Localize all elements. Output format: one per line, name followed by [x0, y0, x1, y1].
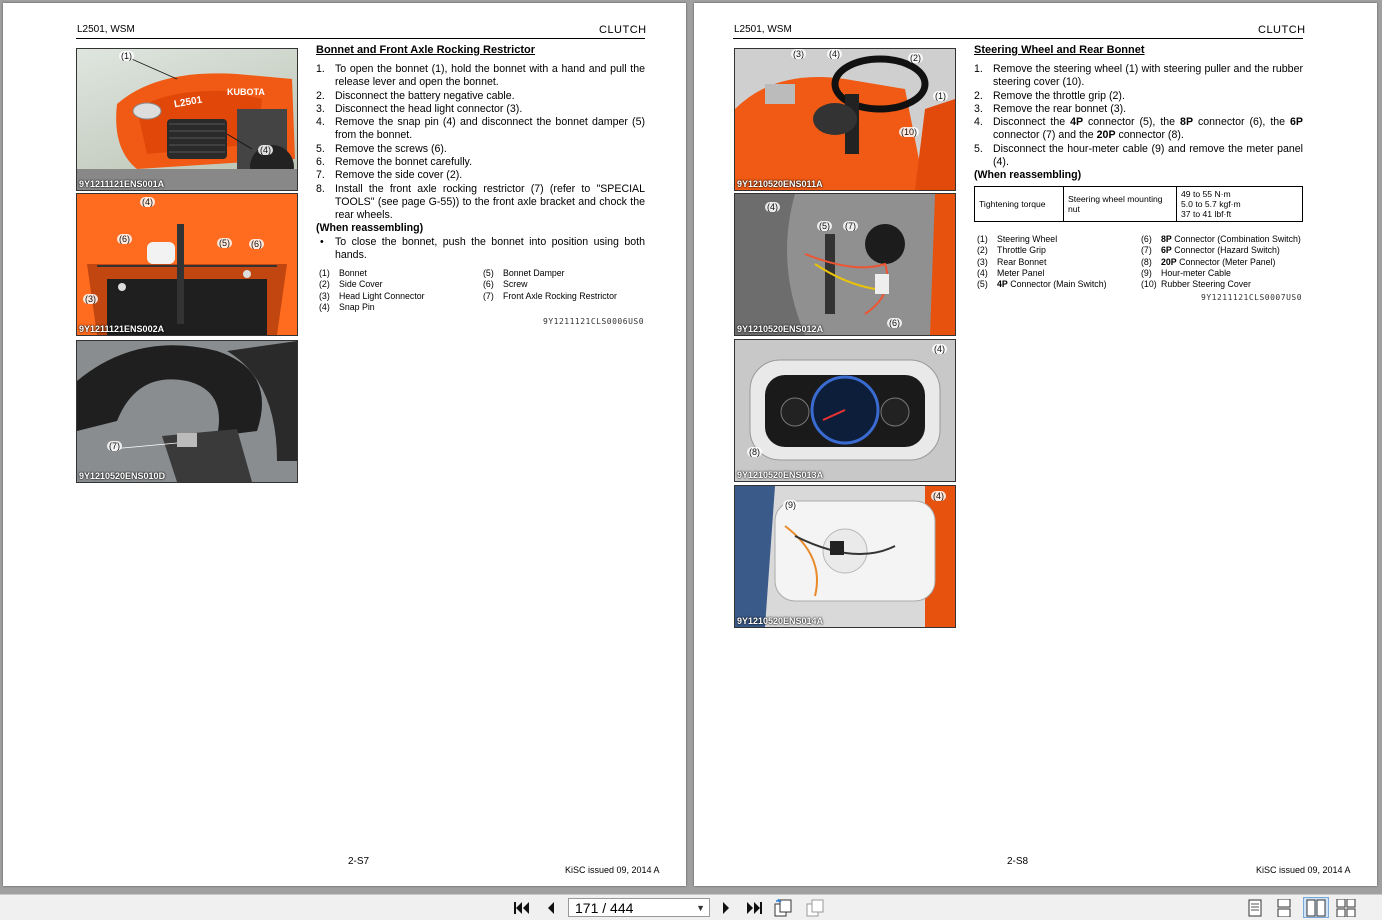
photo-code: 9Y1211121ENS001A	[79, 179, 165, 189]
step-item	[974, 63, 1303, 90]
part-number: (10)	[1141, 279, 1157, 290]
part-number: (8)	[1141, 256, 1152, 267]
part-item	[1141, 245, 1301, 256]
part-name: Rear Bonnet	[997, 256, 1047, 267]
part-item	[1141, 257, 1301, 268]
part-name: Rubber Steering Cover	[1161, 279, 1251, 290]
issued-text: KiSC issued 09, 2014 A	[1256, 865, 1351, 875]
doc-id: 9Y1211121CLS0006US0	[543, 317, 645, 326]
callout: (4)	[933, 491, 944, 501]
step-item	[316, 90, 645, 103]
parts-list-col1	[977, 234, 1107, 290]
callout: (4)	[767, 202, 778, 212]
part-name: Meter Panel	[997, 267, 1045, 278]
step-item	[316, 63, 645, 90]
parts-list-col1	[319, 268, 425, 313]
brand-kubota: KUBOTA	[227, 87, 265, 97]
part-number: (6)	[483, 279, 494, 290]
two-page-icon[interactable]	[1303, 897, 1329, 918]
step-text: Remove the snap pin (4) and disconnect the bonnet damper (5) from the bonnet.	[335, 116, 645, 142]
parts-list-col2	[483, 268, 617, 302]
part-number: (4)	[977, 267, 988, 278]
photo-code: 9Y1210520ENS012A	[737, 324, 824, 334]
meter-back-illustration	[735, 486, 955, 627]
connectors-illustration	[735, 194, 955, 335]
single-page-icon[interactable]	[1245, 898, 1265, 917]
step-text: connector (8).	[1115, 129, 1184, 142]
callout: (1)	[121, 51, 132, 61]
photo-code: 9Y1210520ENS011A	[737, 179, 823, 189]
part-number: (7)	[1141, 245, 1152, 256]
part-item	[1141, 234, 1301, 245]
connector-type: 8P	[1161, 234, 1172, 244]
when-reassembling: (When reassembling)	[974, 169, 1082, 181]
connector-type: 4P	[997, 279, 1008, 290]
step-item	[316, 103, 645, 116]
step-text: Install the front axle rocking restrictor (7) (refer to "SPECIAL TOOLS" (see page G-55)) to the front axle bracket and chock the rear wheels.	[335, 182, 645, 222]
torque-value-lbfft: 37 to 41 lbf·ft	[1181, 209, 1232, 219]
callout: (5)	[819, 221, 830, 231]
part-number: (6)	[1141, 234, 1152, 244]
part-item	[319, 291, 425, 302]
part-name: Bonnet Damper	[503, 268, 565, 278]
callout: (10)	[901, 127, 918, 137]
step-item	[316, 116, 645, 143]
connector-type: 4P	[1070, 116, 1084, 129]
photo-code: 9Y1211121ENS002A	[79, 324, 165, 334]
part-name: Steering Wheel	[997, 234, 1058, 244]
left-page	[3, 3, 686, 886]
step-text: Remove the steering wheel (1) with steering puller and the rubber steering cover (10).	[993, 63, 1303, 89]
callout: (2)	[910, 53, 921, 63]
part-number: (4)	[319, 301, 330, 312]
part-name: Snap Pin	[339, 301, 375, 312]
step-number: 1.	[316, 63, 325, 75]
part-name: Connector (Combination Switch)	[1171, 234, 1301, 244]
step-text: Remove the rear bonnet (3).	[993, 102, 1127, 115]
next-page-icon[interactable]	[716, 898, 736, 917]
photo-code: 9Y1210520ENS013A	[737, 470, 824, 480]
step-number: 2.	[974, 89, 983, 102]
photo-under-bonnet	[76, 193, 298, 336]
meter-illustration	[735, 340, 955, 481]
connector-type: 8P	[1180, 116, 1194, 129]
callout: (3)	[793, 49, 804, 59]
step-number: 5.	[974, 142, 983, 155]
step-number: 7.	[316, 169, 325, 182]
step-item	[974, 103, 1303, 116]
photo-code: 9Y1210520ENS010D	[79, 471, 166, 481]
rotate-icon[interactable]	[773, 898, 793, 917]
part-number: (5)	[483, 268, 494, 278]
part-number: (3)	[319, 290, 330, 301]
page-number: 2-S7	[348, 856, 370, 867]
torque-item: Steering wheel mounting nut	[1064, 187, 1177, 222]
step-text: Disconnect the head light connector (3).	[335, 102, 523, 115]
part-item	[977, 268, 1107, 279]
part-name: Side Cover	[339, 279, 383, 290]
chevron-down-icon[interactable]: ▼	[696, 903, 705, 913]
part-item	[483, 268, 617, 279]
two-page-continuous-icon[interactable]	[1336, 898, 1356, 917]
part-item	[1141, 279, 1301, 290]
step-text: Disconnect the hour-meter cable (9) and remove the meter panel (4).	[993, 142, 1303, 169]
right-page	[694, 3, 1377, 886]
photo-steering-wheel	[734, 48, 956, 191]
part-item	[977, 257, 1107, 268]
step-text: Disconnect the battery negative cable.	[335, 89, 515, 102]
connector-type: 20P	[1096, 129, 1116, 142]
step-number: 8.	[316, 182, 325, 195]
header-section: CLUTCH	[599, 24, 647, 36]
photo-tractor-front	[76, 48, 298, 191]
callout: (7)	[845, 221, 856, 231]
step-item	[316, 169, 645, 182]
callout: (4)	[260, 145, 271, 155]
header-rule	[76, 38, 645, 39]
step-text: Remove the screws (6).	[335, 142, 447, 155]
reassembly-note-text: To close the bonnet, push the bonnet into position using both hands.	[335, 236, 645, 262]
connector-type: 6P	[1161, 245, 1172, 256]
step-text: To open the bonnet (1), hold the bonnet with a hand and pull the release lever and open the bonnet.	[335, 63, 645, 89]
page-number: 2-S8	[1007, 856, 1029, 867]
step-number: 6.	[316, 156, 325, 169]
step-text: connector (7) and the	[993, 129, 1097, 142]
photo-code: 9Y1210520ENS014A	[737, 616, 824, 626]
reassembly-note: • To close the bonnet, push the bonnet into position using both hands.	[320, 236, 645, 262]
part-name: Head Light Connector	[339, 290, 425, 301]
header-model: L2501, WSM	[77, 24, 135, 35]
part-number: (7)	[483, 290, 494, 301]
page-number-input[interactable]	[568, 898, 710, 917]
part-item	[319, 302, 425, 313]
part-name: Bonnet	[339, 268, 367, 278]
step-item	[316, 183, 645, 223]
callout: (4)	[934, 344, 945, 354]
last-page-icon[interactable]	[744, 898, 764, 917]
step-number: 4.	[974, 116, 983, 129]
photo-connectors	[734, 193, 956, 336]
section-title: Bonnet and Front Axle Rocking Restrictor	[316, 44, 536, 56]
part-item	[977, 234, 1107, 245]
steps-list	[316, 63, 645, 223]
step-text: Disconnect the	[993, 116, 1071, 129]
part-item	[1141, 268, 1301, 279]
callout: (6)	[889, 318, 900, 328]
header-rule	[733, 38, 1303, 39]
part-number: (5)	[977, 279, 988, 290]
step-number: 3.	[974, 102, 983, 115]
step-item	[974, 90, 1303, 103]
part-name: Front Axle Rocking Restrictor	[503, 290, 617, 301]
step-item	[974, 143, 1303, 170]
step-text: connector (5), the	[1083, 116, 1181, 129]
part-name: Hour-meter Cable	[1161, 267, 1231, 278]
photo-meter-panel	[734, 339, 956, 482]
part-number: (3)	[977, 256, 988, 267]
fit-page-icon[interactable]	[805, 898, 825, 917]
connector-type: 20P	[1161, 256, 1177, 267]
torque-table	[974, 186, 1303, 222]
torque-values	[1177, 187, 1303, 222]
step-text: Remove the bonnet carefully.	[335, 156, 473, 169]
part-item	[977, 245, 1107, 256]
first-page-icon[interactable]	[512, 898, 532, 917]
callout: (7)	[109, 441, 120, 451]
step-text: connector (6), the	[1193, 116, 1291, 129]
part-item	[319, 268, 425, 279]
step-number: 3.	[316, 102, 325, 115]
part-number: (2)	[977, 245, 988, 256]
callout: (6)	[119, 234, 130, 244]
callout: (1)	[935, 91, 946, 101]
photo-front-axle	[76, 340, 298, 483]
torque-value-kgfm: 5.0 to 5.7 kgf·m	[1181, 199, 1241, 209]
issued-text: KiSC issued 09, 2014 A	[565, 865, 660, 875]
step-number: 1.	[974, 63, 983, 75]
badge-l2501: L2501	[173, 94, 204, 111]
part-name: Screw	[503, 279, 528, 290]
part-number: (1)	[319, 268, 330, 278]
part-item	[977, 279, 1107, 290]
steps-list	[974, 63, 1303, 169]
part-item	[483, 291, 617, 302]
step-number: 4.	[316, 116, 325, 129]
part-name: Connector (Meter Panel)	[1176, 256, 1276, 267]
torque-value-nm: 49 to 55 N·m	[1181, 189, 1231, 199]
callout: (6)	[251, 239, 262, 249]
continuous-icon[interactable]	[1274, 898, 1294, 917]
section-title: Steering Wheel and Rear Bonnet	[974, 44, 1145, 56]
part-number: (1)	[977, 234, 988, 244]
callout: (9)	[785, 500, 796, 510]
step-text: Remove the throttle grip (2).	[993, 89, 1125, 102]
step-item	[316, 143, 645, 156]
part-name: Connector (Main Switch)	[1007, 279, 1107, 290]
torque-label: Tightening torque	[975, 187, 1064, 222]
step-item	[974, 116, 1303, 143]
part-number: (9)	[1141, 267, 1152, 278]
connector-type: 6P	[1290, 116, 1303, 129]
header-section: CLUTCH	[1258, 24, 1306, 36]
part-name: Connector (Hazard Switch)	[1171, 245, 1280, 256]
step-number: 5.	[316, 142, 325, 155]
callout: (5)	[219, 238, 230, 248]
step-text: Remove the side cover (2).	[335, 169, 463, 182]
step-number: 2.	[316, 89, 325, 102]
when-reassembling: (When reassembling)	[316, 222, 424, 234]
page-indicator: 171 / 444	[575, 900, 634, 916]
callout: (8)	[749, 447, 760, 457]
header-model: L2501, WSM	[734, 24, 792, 35]
parts-list-col2	[1141, 234, 1301, 290]
tractor-illustration	[77, 49, 297, 190]
engine-bay-illustration	[77, 194, 297, 335]
previous-page-icon[interactable]	[541, 898, 561, 917]
part-item	[483, 279, 617, 290]
part-item	[319, 279, 425, 290]
steering-illustration	[735, 49, 955, 190]
axle-illustration	[77, 341, 297, 482]
callout: (4)	[142, 197, 153, 207]
step-item	[316, 156, 645, 169]
viewer-toolbar	[0, 894, 1382, 920]
callout: (3)	[85, 294, 96, 304]
doc-id: 9Y1211121CLS0007US0	[1201, 293, 1303, 302]
callout: (4)	[829, 49, 840, 59]
part-number: (2)	[319, 279, 330, 290]
photo-hour-meter-cable	[734, 485, 956, 628]
part-name: Throttle Grip	[997, 245, 1046, 256]
